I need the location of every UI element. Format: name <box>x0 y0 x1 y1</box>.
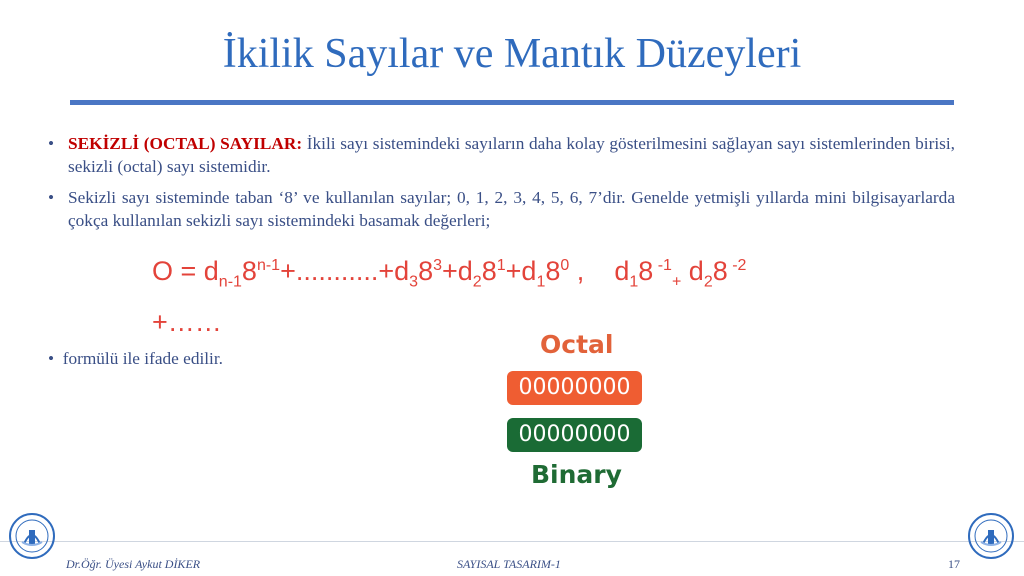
binary-label: Binary <box>531 460 622 489</box>
bullet-dot: • <box>48 134 55 153</box>
formula-line-1: $O = d_{n-1}8^{n-1}+...........+d_38^3+d_28^1+d_18^0$ , $d_18$ $^{-1}_+$ $d_28$ $^{-2}$ <box>152 256 747 291</box>
footer-divider <box>0 541 1024 542</box>
bullet-highlight: SEKİZLİ (OCTAL) SAYILAR: <box>68 134 303 153</box>
bullet-item <box>48 186 955 232</box>
octal-value-box: 00000000 <box>507 371 642 405</box>
bullet-item <box>48 349 223 369</box>
octal-label: Octal <box>540 330 614 359</box>
bullet-dot: • <box>48 349 55 368</box>
footer-course: SAYISAL TASARIM-1 <box>457 557 561 571</box>
bullet-text: formülü ile ifade edilir. <box>62 349 223 368</box>
bullet-text: İkili sayı sistemindeki sayıların daha kolay gösterilmesini sağlayan sayı sistemlerinden birisi, sekizli (octal) sayı sistemidir. <box>68 134 955 176</box>
bullet-dot: • <box>48 188 55 207</box>
slide-number: 17 <box>948 557 960 571</box>
binary-value-box: 00000000 <box>507 418 642 452</box>
university-seal-icon <box>8 512 56 560</box>
title-underline <box>70 100 954 105</box>
formula-line-2: +…… <box>152 307 222 338</box>
octal-formula <box>152 250 746 338</box>
university-seal-icon <box>967 512 1015 560</box>
slide-content <box>48 132 955 240</box>
bullet-item <box>48 132 955 178</box>
footer-author: Dr.Öğr. Üyesi Aykut DİKER <box>66 557 201 571</box>
bullet-text: Sekizli sayı sisteminde taban ‘8’ ve kullanılan sayılar; 0, 1, 2, 3, 4, 5, 6, 7’dir. Genelde yetmişli yıllarda mini bilgisayarlarda çokça kullanılan sekizli sayı sistemindeki basamak değerleri; <box>68 188 955 230</box>
slide-title: İkilik Sayılar ve Mantık Düzeyleri <box>222 31 802 77</box>
